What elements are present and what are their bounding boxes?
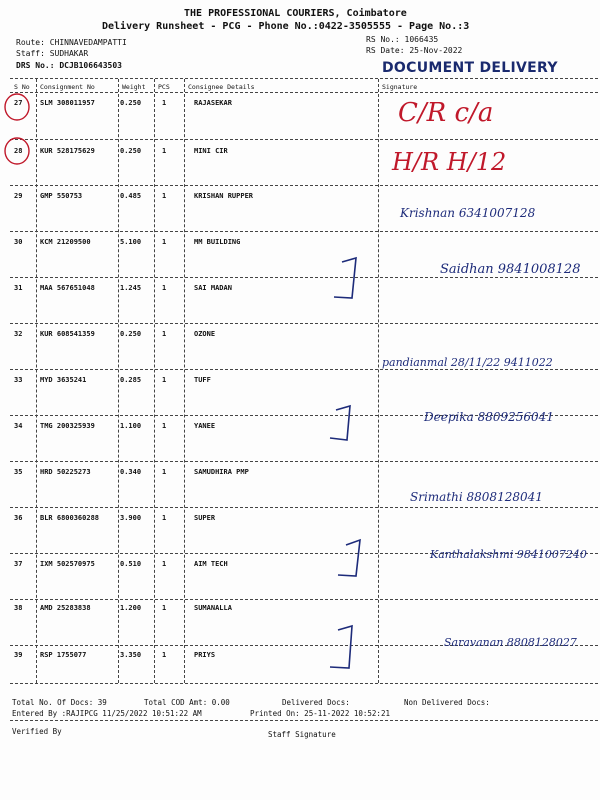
row-consignee: KRISHAN RUPPER [194, 192, 254, 200]
row-consignee: SAMUDHIRA PMP [194, 468, 249, 476]
row-pcs: 1 [162, 604, 167, 612]
row-pcs: 1 [162, 284, 167, 292]
col-signature: Signature [382, 83, 418, 91]
row-consignment: BLR 6800360288 [40, 514, 100, 522]
row-weight: 3.900 [120, 514, 142, 522]
row-sno: 38 [14, 604, 23, 612]
row-pcs: 1 [162, 651, 167, 659]
row-consignee: OZONE [194, 330, 216, 338]
row-sno: 27 [14, 99, 23, 107]
signature-35: Srimathi 8808128041 [410, 490, 543, 504]
staff-label: Staff: SUDHAKAR [16, 49, 89, 58]
row-sno: 32 [14, 330, 23, 338]
signature-37: Kanthalakshmi 9841007240 [430, 548, 587, 561]
drs-number: DRS No.: DCJB106643503 [16, 61, 122, 70]
total-cod: Total COD Amt: 0.00 [144, 698, 230, 707]
total-docs: Total No. Of Docs: 39 [12, 698, 107, 707]
row-consignee: MM BUILDING [194, 238, 241, 246]
row-sno: 36 [14, 514, 23, 522]
row-consignee: AIM TECH [194, 560, 228, 568]
row-consignee: TUFF [194, 376, 211, 384]
row-pcs: 1 [162, 192, 167, 200]
row-weight: 0.250 [120, 330, 142, 338]
tick-mark-31 [334, 258, 356, 298]
signature-29: Krishnan 6341007128 [400, 206, 536, 220]
row-consignment: GMP 550753 [40, 192, 83, 200]
printed-on: Printed On: 25-11-2022 10:52:21 [250, 709, 390, 718]
verified-by: Verified By [12, 727, 62, 736]
signature-27: C/R c/a [398, 98, 494, 128]
row-weight: 0.250 [120, 147, 142, 155]
col-consignee: Consignee Details [188, 83, 255, 91]
signature-31: Saidhan 9841008128 [440, 262, 581, 277]
row-weight: 0.340 [120, 468, 142, 476]
row-weight: 5.100 [120, 238, 142, 246]
row-pcs: 1 [162, 468, 167, 476]
row-consignee: SAI MADAN [194, 284, 232, 292]
row-pcs: 1 [162, 560, 167, 568]
row-consignee: RAJASEKAR [194, 99, 232, 107]
col-weight: Weight [122, 83, 146, 91]
row-weight: 1.200 [120, 604, 142, 612]
row-sno: 34 [14, 422, 23, 430]
row-weight: 3.350 [120, 651, 142, 659]
row-weight: 0.250 [120, 99, 142, 107]
row-weight: 1.245 [120, 284, 142, 292]
non-delivered-docs: Non Delivered Docs: [404, 698, 490, 707]
row-weight: 0.285 [120, 376, 142, 384]
tick-mark-37 [338, 540, 360, 576]
row-consignment: RSP 1755077 [40, 651, 87, 659]
row-consignment: HRD 50225273 [40, 468, 91, 476]
rs-date: RS Date: 25-Nov-2022 [366, 46, 463, 55]
circle-mark-27 [5, 94, 29, 120]
row-consignee: PRIYS [194, 651, 216, 659]
row-consignment: KCM 21209500 [40, 238, 91, 246]
row-pcs: 1 [162, 238, 167, 246]
row-consignment: KUR 528175629 [40, 147, 95, 155]
rs-number: RS No.: 1066435 [366, 35, 439, 44]
row-sno: 30 [14, 238, 23, 246]
row-sno: 39 [14, 651, 23, 659]
row-consignment: SLM 308011957 [40, 99, 95, 107]
company-title: THE PROFESSIONAL COURIERS, Coimbatore [184, 8, 407, 19]
row-weight: 0.510 [120, 560, 142, 568]
staff-signature: Staff Signature [268, 730, 336, 739]
signature-33: pandianmal 28/11/22 9411022 [382, 356, 553, 369]
row-weight: 1.100 [120, 422, 142, 430]
row-consignee: SUPER [194, 514, 216, 522]
row-pcs: 1 [162, 330, 167, 338]
row-consignment: MAA 567651048 [40, 284, 95, 292]
row-consignment: IXM 502570975 [40, 560, 95, 568]
col-sno: S No [14, 83, 30, 91]
tick-mark-39 [330, 626, 352, 668]
delivered-docs: Delivered Docs: [282, 698, 350, 707]
row-sno: 29 [14, 192, 23, 200]
row-consignee: MINI CIR [194, 147, 228, 155]
runsheet-subtitle: Delivery Runsheet - PCG - Phone No.:0422-3505555 - Page No.:3 [102, 21, 470, 32]
row-pcs: 1 [162, 514, 167, 522]
row-consignee: SUMANALLA [194, 604, 232, 612]
row-pcs: 1 [162, 422, 167, 430]
row-sno: 37 [14, 560, 23, 568]
signature-34: Deepika 8809256041 [424, 410, 554, 424]
circle-mark-28 [5, 138, 29, 164]
col-pcs: PCS [158, 83, 170, 91]
row-consignment: MYD 3635241 [40, 376, 87, 384]
row-pcs: 1 [162, 99, 167, 107]
signature-39: Saravanan 8808128027 [444, 636, 577, 649]
row-sno: 31 [14, 284, 23, 292]
row-sno: 35 [14, 468, 23, 476]
row-consignment: KUR 608541359 [40, 330, 95, 338]
row-sno: 28 [14, 147, 23, 155]
signature-28: H/R H/12 [392, 148, 507, 176]
row-consignment: AMD 25283838 [40, 604, 91, 612]
document-delivery-stamp: DOCUMENT DELIVERY [382, 60, 558, 76]
row-pcs: 1 [162, 147, 167, 155]
row-consignee: YANEE [194, 422, 216, 430]
col-consignment: Consignment No [40, 83, 95, 91]
entered-by: Entered By :RAJIPCG 11/25/2022 10:51:22 AM [12, 709, 202, 718]
row-weight: 0.485 [120, 192, 142, 200]
row-pcs: 1 [162, 376, 167, 384]
tick-mark-34 [330, 406, 350, 440]
row-consignment: TMG 200325939 [40, 422, 95, 430]
row-sno: 33 [14, 376, 23, 384]
route-label: Route: CHINNAVEDAMPATTI [16, 38, 127, 47]
